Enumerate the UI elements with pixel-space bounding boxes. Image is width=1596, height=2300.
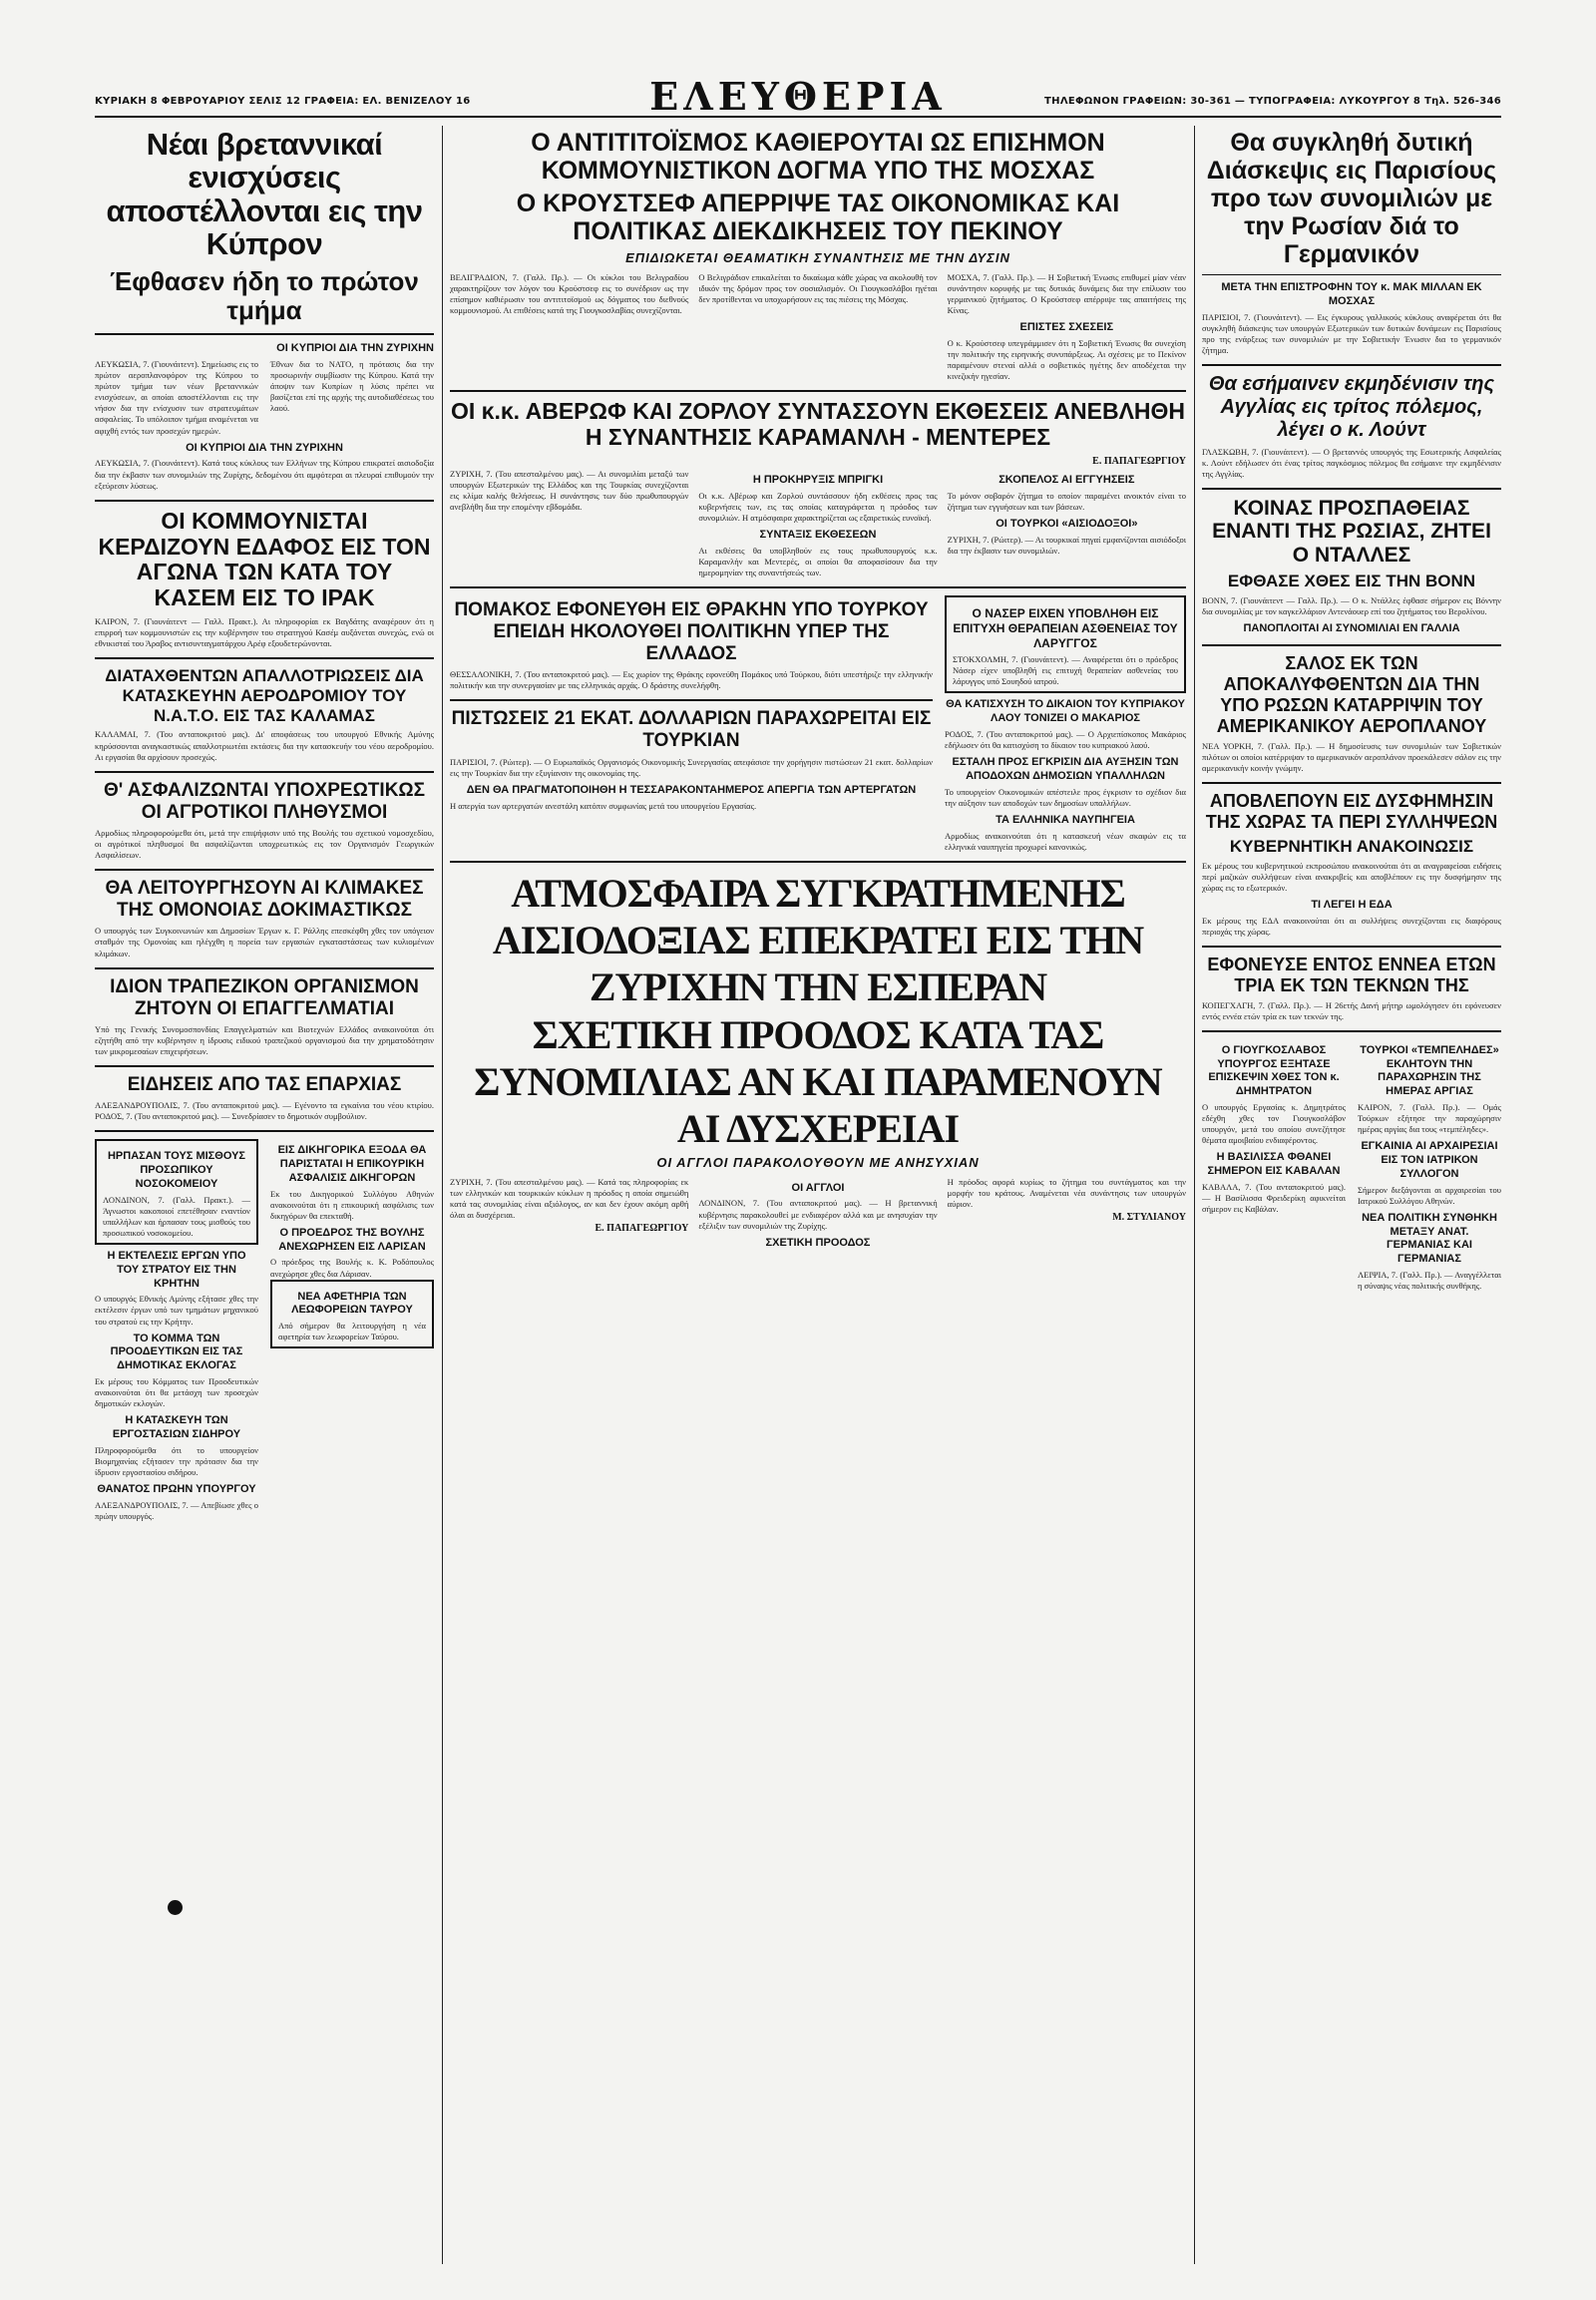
brief-headline: ΕΙΣ ΔΙΚΗΓΟΡΙΚΑ ΕΞΟΔΑ ΘΑ ΠΑΡΙΣΤΑΤΑΙ Η ΕΠΙΚΟΥΡΙΚΗ ΑΣΦΑΛΙΣΙΣ ΔΙΚΗΓΟΡΩΝ — [277, 1144, 427, 1184]
brief-headline: Ο ΓΙΟΥΓΚΟΣΛΑΒΟΣ ΥΠΟΥΡΓΟΣ ΕΞΗΤΑΣΕ ΕΠΙΣΚΕΨΙΝ ΧΘΕΣ ΤΟΝ κ. ΔΗΜΗΤΡΑΤΟΝ — [1208, 1043, 1340, 1098]
kicker: ΤΙ ΛΕΓΕΙ Η ΕΔΑ — [1311, 898, 1393, 911]
divider — [95, 657, 434, 659]
article-text: Αρμοδίως πληροφορούμεθα ότι, μετά την επιψήφισιν υπό της Βουλής του σχετικού νομοσχεδίου, οι αγρότικοί πληθυσμοί θα ασφαλίζωνται υποχρεωτικώς εις τον Οργανισμόν Γεωργικών Ασφαλίσεων. — [95, 827, 434, 861]
mid-section — [450, 595, 1186, 853]
masthead-date: ΚΥΡΙΑΚΗ 8 ΦΕΒΡΟΥΑΡΙΟΥ ΣΕΛΙΣ 12 ΓΡΑΦΕΙΑ: ΕΛ. ΒΕΝΙΖΕΛΟΥ 16 — [95, 96, 471, 107]
article-text: Ο υπουργός των Συγκοινωνιών και Δημοσίων Έργων κ. Γ. Ράλλης επεσκέφθη χθες τον υπόγειον σταθμόν της Ομονοίας και ηλέγχθη η πορεία των εργασιών εγκαταστάσεως των κυλιομένων κλιμάκων. — [95, 926, 434, 958]
subheadline-government: ΚΥΒΕΡΝΗΤΙΚΗ ΑΝΑΚΟΙΝΩΣΙΣ — [1229, 836, 1474, 856]
article-text: ΒΕΛΙΓΡΑΔΙΟΝ, 7. (Γαλλ. Πρ.). — Οι κύκλοι του Βελιγραδίου χαρακτηρίζουν τον λόγον του Κρούστσεφ εις το συνέδριον ως την επίσημον καθιέρωσιν του αντιτιτοϊσμού ως δόγματος του διεθνούς κομμουνισμού. Αι επιθέσεις κατά της Γιουγκοσλαβίας συνεχίζονται. — [450, 271, 689, 315]
divider — [1202, 782, 1501, 784]
byline: Μ. ΣΤΥΛΙΑΝΟΥ — [1112, 1212, 1186, 1224]
article-body — [95, 359, 434, 437]
article-text: Αι εκθέσεις θα υποβληθούν εις τους πρωθυπουργούς κ.κ. Καραμανλήν και Μεντερές, οι οποίοι θα αποφασίσουν δια την ημερομηνίαν της συναντήσεώς των. — [698, 545, 938, 577]
headline-shipyards: ΤΑ ΕΛΛΗΝΙΚΑ ΝΑΥΠΗΓΕΙΑ — [996, 813, 1135, 826]
divider — [95, 771, 434, 773]
headline-makarios: ΘΑ ΚΑΤΙΣΧΥΣΗ ΤΟ ΔΙΚΑΙΟΝ ΤΟΥ ΚΥΠΡΙΑΚΟΥ ΛΑΟΥ ΤΟΝΙΖΕΙ Ο ΜΑΚΑΡΙΟΣ — [946, 698, 1185, 725]
brief-headline: Ο ΠΡΟΕΔΡΟΣ ΤΗΣ ΒΟΥΛΗΣ ΑΝΕΧΩΡΗΣΕΝ ΕΙΣ ΛΑΡΙΣΑΝ — [278, 1226, 426, 1253]
briefs — [95, 1139, 434, 1522]
brief-box — [270, 1280, 434, 1349]
article-text: ΚΑΛΑΜΑΙ, 7. (Του ανταποκριτού μας). Δι' αποφάσεως του υπουργού Εθνικής Αμύνης κηρύσσονται αναγκαστικώς απαλλοτριωτέαι εκτάσεις δια την κατασκευήν του νέου αεροδρομίου. Αι εργασίαι θα αρχίσουν προσεχώς. — [95, 729, 434, 762]
divider — [450, 699, 933, 701]
kicker: Η ΠΡΟΚΗΡΥΞΙΣ ΜΠΡΙΓΚΙ — [752, 473, 884, 486]
brief-headline: ΗΡΠΑΣΑΝ ΤΟΥΣ ΜΙΣΘΟΥΣ ΠΡΟΣΩΠΙΚΟΥ ΝΟΣΟΚΟΜΕΙΟΥ — [107, 1150, 246, 1190]
divider — [95, 1065, 434, 1067]
kicker: ΟΙ ΚΥΠΡΙΟΙ ΔΙΑ ΤΗΝ ΖΥΡΙΧΗΝ — [186, 441, 343, 454]
headline-pomak: ΠΟΜΑΚΟΣ ΕΦΟΝΕΥΘΗ ΕΙΣ ΘΡΑΚΗΝ ΥΠΟ ΤΟΥΡΚΟΥ ΕΠΕΙΔΗ ΗΚΟΛΟΥΘΕΙ ΠΟΛΙΤΙΚΗΝ ΥΠΕΡ ΤΗΣ ΕΛΛΑΔΟΣ — [454, 599, 929, 665]
divider — [1202, 946, 1501, 948]
article-text: ΒΟΝΝ, 7. (Γιουνάιτεντ — Γαλλ. Πρ.). — Ο κ. Ντάλλες έφθασε σήμερον εις Βόννην δια συνομιλίας με τον καγκελλάριον Αντενάουερ επί του ζητήματος του Βερολίνου. — [1202, 595, 1501, 617]
column-rule — [442, 126, 443, 2264]
article-text: Η πρόοδος αφορά κυρίως το ζήτημα του συντάγματος και την μορφήν του κράτους. Αναμένεται νέα συνάντησις των υπουργών αύριον. — [947, 1176, 1186, 1209]
column-rule — [1194, 126, 1195, 2264]
article-text: ΡΟΔΟΣ, 7. (Του ανταποκριτού μας). — Ο Αρχιεπίσκοπος Μακάριος εδήλωσεν ότι θα κατισχύση το δίκαιον του κυπριακού λαού. — [945, 728, 1186, 751]
article-text: Εκ μέρους του κυβερνητικού εκπροσώπου ανακοινούται ότι αι αναγραφείσαι ειδήσεις περί μαζικών συλλήψεων είναι ανακριβείς και αποβλέπουν εις την δυσφήμησιν της χώρας εις το εξωτερικόν. — [1202, 860, 1501, 893]
headline-iraq: ΟΙ ΚΟΜΜΟΥΝΙΣΤΑΙ ΚΕΡΔΙΖΟΥΝ ΕΔΑΦΟΣ ΕΙΣ ΤΟΝ ΑΓΩΝΑ ΤΩΝ ΚΑΤΑ ΤΟΥ ΚΑΣΕΜ ΕΙΣ ΤΟ ΙΡΑΚ — [98, 507, 431, 611]
headline-stairs: ΘΑ ΛΕΙΤΟΥΡΓΗΣΟΥΝ ΑΙ ΚΛΙΜΑΚΕΣ ΤΗΣ ΟΜΟΝΟΙΑΣ ΔΟΚΙΜΑΣΤΙΚΩΣ — [105, 878, 424, 922]
headline-salaries: ΕΣΤΑΛΗ ΠΡΟΣ ΕΓΚΡΙΣΙΝ ΔΙΑ ΑΥΞΗΣΙΝ ΤΩΝ ΑΠΟΔΟΧΩΝ ΔΗΜΟΣΙΩΝ ΥΠΑΛΛΗΛΩΝ — [952, 756, 1179, 782]
kicker: ΕΠΙΣΤΕΣ ΣΧΕΣΕΙΣ — [1019, 321, 1114, 334]
brief-text: Εκ του Δικηγορικού Συλλόγου Αθηνών ανακοινούται ότι η επικουρική ασφάλισις των δικηγόρων θα επεκταθή. — [270, 1188, 434, 1221]
article-text: ΛΕΥΚΩΣΙΑ, 7. (Γιουνάιτεντ). Κατά τους κύκλους των Ελλήνων της Κύπρου επικρατεί αισιοδοξία δια την έκβασιν των συνομιλιών της Ζυρίχης, δεδομένου ότι αμφότεραι αι πλευραί επιθυμούν την εξεύρεσιν λύσεως. — [95, 458, 434, 491]
article-text: ΖΥΡΙΧΗ, 7. (Ρώιτερ). — Αι τουρκικαί πηγαί εμφανίζονται αισιόδοξοι δια την έκβασιν των συνομιλιών. — [947, 534, 1186, 556]
article-text: ΘΕΣΣΑΛΟΝΙΚΗ, 7. (Του ανταποκριτού μας). — Εις χωρίον της Θράκης εφονεύθη Πομάκος υπό Τούρκου, διότι υπεστήριζε την ελληνικήν πολιτικήν και την συνεργασίαν με τας ελληνικάς αρχάς. Ο δράστης συνελήφθη. — [450, 669, 933, 691]
brief-text: Από σήμερον θα λειτουργήση η νέα αφετηρία των λεωφορείων Ταύρου. — [278, 1321, 426, 1342]
divider — [1202, 364, 1501, 366]
headline-plane: ΣΑΛΟΣ ΕΚ ΤΩΝ ΑΠΟΚΑΛΥΦΘΕΝΤΩΝ ΔΙΑ ΤΗΝ ΥΠΟ ΡΩΣΩΝ ΚΑΤΑΡΡΙΨΙΝ ΤΟΥ ΑΜΕΡΙΚΑΝΙΚΟΥ ΑΕΡΟΠΛΑΝΟΥ — [1216, 653, 1487, 736]
divider — [1202, 1030, 1501, 1032]
article-body — [450, 1177, 1186, 1254]
brief-text: ΚΑΒΑΛΑ, 7. (Του ανταποκριτού μας). — Η Βασίλισσα Φρειδερίκη αφικνείται σήμερον εις Καβάλαν. — [1202, 1181, 1346, 1215]
article-text: ΛΕΥΚΩΣΙΑ, 7. (Γιουνάιτεντ). Σημείωσις εις το πρώτον αεροπλανοφόρον της Κύπρου το πρώτον τμήμα των νέων βρεταννικών ενισχύσεων, αι οποίαι αποστέλλονται εις την νήσον δια την ενίσχυσιν των στρατευμάτων ασφαλείας. Το υπόλοιπον τμήμα αναμένεται να αφιχθή εντός των προσεχών ημερών. — [95, 358, 258, 436]
brief-box — [95, 1139, 258, 1245]
kicker: ΣΚΟΠΕΛΟΣ ΑΙ ΕΓΓΥΗΣΕΙΣ — [998, 473, 1135, 486]
divider — [450, 586, 1186, 588]
kicker: ΟΙ ΚΥΠΡΙΟΙ ΔΙΑ ΤΗΝ ΖΥΡΙΧΗΝ — [276, 342, 434, 355]
brief-headline: ΝΕΑ ΠΟΛΙΤΙΚΗ ΣΥΝΘΗΚΗ ΜΕΤΑΞΥ ΑΝΑΤ. ΓΕΡΜΑΝΙΑΣ ΚΑΙ ΓΕΡΜΑΝΙΑΣ — [1362, 1211, 1497, 1266]
divider — [95, 500, 434, 502]
center-column — [450, 126, 1186, 2264]
nasser-box — [945, 595, 1186, 693]
headline-bank: ΙΔΙΟΝ ΤΡΑΠΕΖΙΚΟΝ ΟΡΓΑΝΙΣΜΟΝ ΖΗΤΟΥΝ ΟΙ ΕΠΑΓΓΕΛΜΑΤΙΑΙ — [110, 975, 419, 1019]
brief-text: ΛΟΝΔΙΝΟΝ, 7. (Γαλλ. Πρακτ.). — Άγνωστοι κακοποιοί επετέθησαν εναντίον υπαλλήλων και ήρπασαν τους μισθούς του προσωπικού νοσοκομείου. — [103, 1194, 250, 1238]
headline-paris-conference: Θα συγκληθή δυτική Διάσκεψις εις Παρισίους προ των συνομιλιών με την Ρωσίαν διά το Γερμανικόν — [1206, 129, 1497, 268]
article-text: Ο κ. Κρούστσεφ υπεγράμμισεν ότι η Σοβιετική Ένωσις θα συνεχίση την πολιτικήν της ειρηνικής συνυπάρξεως. Αι σχέσεις με το Πεκίνον παραμένουν στεναί αλλά ο σοβιετικός ηγέτης δεν αποδέχεται την κινεζικήν ηγεσίαν. — [947, 337, 1186, 382]
headline-airport: ΔΙΑΤΑΧΘΕΝΤΩΝ ΑΠΑΛΛΟΤΡΙΩΣΕΙΣ ΔΙΑ ΚΑΤΑΣΚΕΥΗΝ ΑΕΡΟΔΡΟΜΙΟΥ ΤΟΥ Ν.Α.Τ.Ο. ΕΙΣ ΤΑΣ ΚΑΛΑΜΑΣ — [105, 666, 424, 725]
brief-headline: ΤΟ ΚΟΜΜΑ ΤΩΝ ΠΡΟΟΔΕΥΤΙΚΩΝ ΕΙΣ ΤΑΣ ΔΗΜΟΤΙΚΑΣ ΕΚΛΟΓΑΣ — [110, 1332, 243, 1372]
headline-third-war: Θα εσήμαινεν εκμηδένισιν της Αγγλίας εις τρίτος πόλεμος, λέγει ο κ. Λούντ — [1208, 373, 1495, 442]
article-body — [450, 469, 1186, 578]
headline-mother: ΕΦΟΝΕΥΣΕ ΕΝΤΟΣ ΕΝΝΕΑ ΕΤΩΝ ΤΡΙΑ ΕΚ ΤΩΝ ΤΕΚΝΩΝ ΤΗΣ — [1207, 954, 1496, 995]
kicker: ΣΧΕΤΙΚΗ ΠΡΟΟΔΟΣ — [765, 1236, 871, 1249]
article-text: ΖΥΡΙΧΗ, 7. (Του απεσταλμένου μας). — Αι συνομιλίαι μεταξύ των υπουργών Εξωτερικών της Ελλάδος και της Τουρκίας συνεχίζονται εις κλίμα καλής θελήσεως. Η συνάντησις των δύο πρωθυπουργών ανεβλήθη δια την επομένην εβδομάδα. — [450, 468, 689, 513]
subheadline-bonn: ΕΦΘΑΣΕ ΧΘΕΣ ΕΙΣ ΤΗΝ ΒΟΝΝ — [1227, 572, 1476, 591]
brief-text: ΑΛΕΞΑΝΔΡΟΥΠΟΛΙΣ, 7. — Απεβίωσε χθες ο πρώην υπουργός. — [95, 1499, 258, 1522]
divider — [95, 967, 434, 969]
divider — [450, 390, 1186, 392]
divider — [450, 861, 1186, 863]
article-text: Αρμοδίως ανακοινούται ότι η κατασκευή νέων σκαφών εις τα ελληνικά ναυπηγεία προχωρεί κανονικώς. — [945, 830, 1186, 852]
article-text: ΚΑΙΡΟΝ, 7. (Γιουνάιτεντ — Γαλλ. Πρακτ.). Αι πληροφορίαι εκ Βαγδάτης αναφέρουν ότι η επιρροή των κομμουνιστών εις την κυβέρνησιν του στρατηγού Κασέμ αυξάνεται συνεχώς, ενώ οι εθνικισταί του Άραβος αντισυνταγματάρχου Αρέφ εξουδετερώνονται. — [95, 615, 434, 649]
divider — [1202, 644, 1501, 646]
headline-credit: ΠΙΣΤΩΣΕΙΣ 21 ΕΚΑΤ. ΔΟΛΛΑΡΙΩΝ ΠΑΡΑΧΩΡΕΙΤΑΙ ΕΙΣ ΤΟΥΡΚΙΑΝ — [451, 708, 932, 752]
divider — [95, 869, 434, 871]
subheadline-cyprus: Έφθασεν ήδη το πρώτον τμήμα — [110, 265, 419, 325]
headline-provinces: ΕΙΔΗΣΕΙΣ ΑΠΟ ΤΑΣ ΕΠΑΡΧΙΑΣ — [127, 1074, 402, 1096]
headline-zurich-progress: ΣΧΕΤΙΚΗ ΠΡΟΟΔΟΣ ΚΑΤΑ ΤΑΣ ΣΥΝΟΜΙΛΙΑΣ ΑΝ ΚΑΙ ΠΑΡΑΜΕΝΟΥΝ ΑΙ ΔΥΣΧΕΡΕΙΑΙ — [474, 1011, 1162, 1151]
article-text: ΜΟΣΧΑ, 7. (Γαλλ. Πρ.). — Η Σοβιετική Ένωσις επιθυμεί μίαν νέαν συνάντησιν κορυφής με τας δυτικάς δυνάμεις δια την επίλυσιν του γερμανικού ζητήματος. Ο Κρούστσεφ απέρριψε τας απαιτήσεις της Κίνας. — [947, 271, 1186, 315]
brief-text: ΛΕΙΨΙΑ, 7. (Γαλλ. Πρ.). — Αναγγέλλεται η σύναψις νέας πολιτικής συνθήκης. — [1358, 1269, 1501, 1291]
ink-stain — [168, 1900, 183, 1915]
brief-headline: ΤΟΥΡΚΟΙ «ΤΕΜΠΕΛΗΔΕΣ» ΕΚΛΗΤΟΥΝ ΤΗΝ ΠΑΡΑΧΩΡΗΣΙΝ ΤΗΣ ΗΜΕΡΑΣ ΑΡΓΙΑΣ — [1360, 1043, 1499, 1098]
headline-insurance: Θ' ΑΣΦΑΛΙΖΩΝΤΑΙ ΥΠΟΧΡΕΩΤΙΚΩΣ ΟΙ ΑΓΡΟΤΙΚΟΙ ΠΛΗΘΥΣΜΟΙ — [103, 779, 426, 823]
brief-headline: ΝΕΑ ΑΦΕΤΗΡΙΑ ΤΩΝ ΛΕΩΦΟΡΕΙΩΝ ΤΑΥΡΟΥ — [291, 1290, 413, 1317]
byline: Ε. ΠΑΠΑΓΕΩΡΓΙΟΥ — [595, 1223, 689, 1235]
headline-karamanlis: ΟΙ κ.κ. ΑΒΕΡΩΦ ΚΑΙ ΖΟΡΛΟΥ ΣΥΝΤΑΣΣΟΥΝ ΕΚΘΕΣΕΙΣ ΑΝΕΒΛΗΘΗ Η ΣΥΝΑΝΤΗΣΙΣ ΚΑΡΑΜΑΝΛΗ - ΜΕΝΤΕΡΕΣ — [450, 398, 1186, 451]
article-text: ΚΟΠΕΓΧΑΓΗ, 7. (Γαλλ. Πρ.). — Η 26ετής Δανή μήτηρ ωμολόγησεν ότι εφόνευσεν εντός εννέα ετών τρία εκ των τεκνών της. — [1202, 999, 1501, 1021]
article-text: ΓΛΑΣΚΩΒΗ, 7. (Γιουνάιτεντ). — Ο βρεταννός υπουργός της Εσωτερικής Ασφαλείας κ. Λούντ εδήλωσεν ότι ένας τρίτος παγκόσμιος πόλεμος θα εσήμαινε την εκμηδένισιν της Αγγλίας. — [1202, 446, 1501, 479]
briefs — [1202, 1039, 1501, 1292]
brief-text: Εκ μέρους του Κόμματος των Προοδευτικών ανακοινούται ότι θα μετάσχη των προσεχών δημοτικών εκλογών. — [95, 1375, 258, 1409]
headline-dulles: ΚΟΙΝΑΣ ΠΡΟΣΠΑΘΕΙΑΣ ΕΝΑΝΤΙ ΤΗΣ ΡΩΣΙΑΣ, ΖΗΤΕΙ Ο ΝΤΑΛΛΕΣ — [1212, 496, 1491, 567]
brief-text: Ο υπουργός Εθνικής Αμύνης εξήτασε χθες την εκτέλεσιν έργων υπό των τμημάτων μηχανικού του στρατού εις την Κρήτην. — [95, 1294, 258, 1327]
brief-text: ΚΑΙΡΟΝ, 7. (Γαλλ. Πρ.). — Ομάς Τούρκων εξήτησε την παραχώρησιν ημέρας αργίας δια τους «τεμπέληδες». — [1358, 1101, 1501, 1135]
kicker: ΔΕΝ ΘΑ ΠΡΑΓΜΑΤΟΠΟΙΗΘΗ Η ΤΕΣΣΑΡΑΚΟΝΤΑΗΜΕΡΟΣ ΑΠΕΡΓΙΑ ΤΩΝ ΑΡΤΕΡΓΑΤΩΝ — [466, 783, 917, 796]
headline-arrests: ΑΠΟΒΛΕΠΟΥΝ ΕΙΣ ΔΥΣΦΗΜΗΣΙΝ ΤΗΣ ΧΩΡΑΣ ΤΑ ΠΕΡΙ ΣΥΛΛΗΨΕΩΝ — [1205, 791, 1498, 832]
masthead — [95, 74, 1501, 118]
article-text: ΠΑΡΙΣΙΟΙ, 7. (Γιουνάιτεντ). — Εις έγκυρους γαλλικούς κύκλους αναφέρεται ότι θα συγκληθή διάσκεψις των υπουργών Εξωτερικών των δυτικών δυνάμεων εις Παρισίους προ της ενάρξεως των συνομιλιών με την Σοβιετικήν Ένωσιν δια το γερμανικόν ζήτημα. — [1202, 311, 1501, 355]
article-text: Υπό της Γενικής Συνομοσπονδίας Επαγγελματιών και Βιοτεχνών Ελλάδος ανακοινούται ότι εζητήθη από την κυβέρνησιν η ίδρυσις ειδικού τραπεζικού οργανισμού δια την χρηματοδότησιν των μικρομεσαίων επιχειρήσεων. — [95, 1023, 434, 1056]
brief-text: Πληροφορούμεθα ότι το υπουργείον Βιομηχανίας εξήτασεν την πρότασιν δια την ίδρυσιν εργοστασίου σιδήρου. — [95, 1444, 258, 1478]
brief-headline: Η ΕΚΤΕΛΕΣΙΣ ΕΡΓΩΝ ΥΠΟ ΤΟΥ ΣΤΡΑΤΟΥ ΕΙΣ ΤΗΝ ΚΡΗΤΗΝ — [107, 1250, 246, 1290]
byline: Ε. ΠΑΠΑΓΕΩΡΓΙΟΥ — [1092, 455, 1186, 467]
brief-headline: ΕΓΚΑΙΝΙΑ ΑΙ ΑΡΧΑΙΡΕΣΙΑΙ ΕΙΣ ΤΟΝ ΙΑΤΡΙΚΟΝ ΣΥΛΛΟΓΟΝ — [1361, 1140, 1498, 1180]
kicker: ΟΙ ΤΟΥΡΚΟΙ «ΑΙΣΙΟΔΟΞΟΙ» — [996, 517, 1138, 530]
article-text: ΝΕΑ ΥΟΡΚΗ, 7. (Γαλλ. Πρ.). — Η δημοσίευσις των συνομιλιών των Σοβιετικών πιλότων οι οποίοι κατέρριψαν το αμερικανικόν αεροπλάνον προεκάλεσεν σάλον εις την αμερικανικήν κοινήν γνώμην. — [1202, 740, 1501, 773]
kicker: ΠΑΝΟΠΛΟΙΤΑΙ ΑΙ ΣΥΝΟΜΙΛΙΑΙ ΕΝ ΓΑΛΛΙΑ — [1243, 622, 1460, 635]
article-text: ΠΑΡΙΣΙΟΙ, 7. (Ρώιτερ). — Ο Ευρωπαϊκός Οργανισμός Οικονομικής Συνεργασίας απεφάσισε την χορήγησιν πιστώσεων 21 εκατ. δολλαρίων εις την Τουρκίαν δια την εξυγίανσιν της οικονομίας της. — [450, 756, 933, 778]
article-text: ΣΤΟΚΧΟΛΜΗ, 7. (Γιουνάιτεντ). — Αναφέρεται ότι ο πρόεδρος Νάσερ είχεν υποβληθή εις επιτυχή θεραπείαν ασθενείας του λάρυγγος υπό Σουηδού ιατρού. — [953, 654, 1178, 687]
kicker: ΟΙ ΑΓΓΛΟΙ — [791, 1181, 845, 1194]
headline-cyprus: Νέαι βρεταννικαί ενισχύσεις αποστέλλονται εις την Κύπρον — [106, 127, 423, 262]
brief-text: Ο πρόεδρος της Βουλής κ. Κ. Ροδόπουλος ανεχώρησε χθες δια Λάρισαν. — [270, 1257, 434, 1279]
brief-headline: Η ΒΑΣΙΛΙΣΣΑ ΦΘΑΝΕΙ ΣΗΜΕΡΟΝ ΕΙΣ ΚΑΒΑΛΑΝ — [1207, 1151, 1341, 1178]
article-text: Το μόνον σοβαρόν ζήτημα το οποίον παραμένει ανοικτόν είναι το ζήτημα των εγγυήσεων και των βάσεων. — [947, 490, 1186, 512]
divider — [95, 1130, 434, 1132]
headline-khrushchev: Ο ΚΡΟΥΣΤΣΕΦ ΑΠΕΡΡΙΨΕ ΤΑΣ ΟΙΚΟΝΟΜΙΚΑΣ ΚΑΙ ΠΟΛΙΤΙΚΑΣ ΔΙΕΚΔΙΚΗΣΕΙΣ ΤΟΥ ΠΕΚΙΝΟΥ — [516, 190, 1120, 245]
article-body — [450, 272, 1186, 383]
divider — [95, 333, 434, 335]
brief-text: Σήμερον διεξάγονται αι αρχαιρεσίαι του Ιατρικού Συλλόγου Αθηνών. — [1358, 1184, 1501, 1206]
subheadline-english: ΟΙ ΑΓΓΛΟΙ ΠΑΡΑΚΟΛΟΥΘΟΥΝ ΜΕ ΑΝΗΣΥΧΙΑΝ — [656, 1155, 980, 1171]
right-column — [1202, 126, 1501, 2264]
article-text: ΖΥΡΙΧΗ, 7. (Του απεσταλμένου μας). — Κατά τας πληροφορίας εκ των ελληνικών και τουρκικών κύκλων η πρόοδος η οποία σημειώθη κατά τας συνομιλίας είναι αξιόλογος, αν και δεν έχουν ακόμη αρθή όλαι αι δυσχέρειαι. — [450, 1176, 689, 1221]
left-column — [95, 126, 434, 2264]
kicker: ΣΥΝΤΑΞΙΣ ΕΚΘΕΣΕΩΝ — [759, 528, 877, 541]
kicker: ΜΕΤΑ ΤΗΝ ΕΠΙΣΤΡΟΦΗΝ ΤΟΥ κ. ΜΑΚ ΜΙΛΛΑΝ ΕΚ ΜΟΣΧΑΣ — [1221, 281, 1482, 307]
subheadline-west: ΕΠΙΔΙΩΚΕΤΑΙ ΘΕΑΜΑΤΙΚΗ ΣΥΝΑΝΤΗΣΙΣ ΜΕ ΤΗΝ ΔΥΣΙΝ — [625, 250, 1010, 265]
article-text: Εκ μέρους της ΕΔΑ ανακοινούται ότι αι συλλήψεις συνεχίζονται εις διαφόρους περιοχάς της χώρας. — [1202, 915, 1501, 937]
article-text: ΑΛΕΞΑΝΔΡΟΥΠΟΛΙΣ, 7. (Του ανταποκριτού μας). — Εγένοντο τα εγκαίνια του νέου κτιρίου. ΡΟΔΟΣ, 7. (Του ανταποκριτού μας). — Συνεδρίασεν το δημοτικόν συμβούλιον. — [95, 1100, 434, 1122]
article-text: Ο Βελιγράδιον επικαλείται το δικαίωμα κάθε χώρας να ακολουθή τον ιδικόν της δρόμον προς τον σοσιαλισμόν. Οι Γιουγκοσλάβοι ηγέται δεν προτίθενται να υποχωρήσουν εις τας πιέσεις της Μόσχας. — [698, 271, 938, 304]
article-text: Οι κ.κ. Αβέρωφ και Ζορλού συντάσσουν ήδη εκθέσεις προς τας κυβερνήσεις των, εις τας οποίας καταγράφεται η πρόοδος των συνομιλιών. Η ατμόσφαιρα χαρακτηρίζεται ως εξαιρετικώς ευνοϊκή. — [698, 490, 938, 523]
divider — [1202, 274, 1501, 275]
article-text: Η απεργία των αρτεργατών ανεστάλη κατόπιν συμφωνίας μετά του υπουργείου Εργασίας. — [450, 800, 757, 811]
masthead-contact: ΤΗΛΕΦΩΝΟΝ ΓΡΑΦΕΙΩΝ: 30-361 — ΤΥΠΟΓΡΑΦΕΙΑ: ΛΥΚΟΥΡΓΟΥ 8 Τηλ. 526-346 — [1044, 96, 1501, 107]
newspaper-title: ΕΛΕΥΘΕΡΙΑ — [649, 74, 947, 119]
article-text: Το υπουργείον Οικονομικών απέστειλε προς έγκρισιν το σχέδιον δια την αύξησιν των αποδοχών των δημοσίων υπαλλήλων. — [945, 786, 1186, 808]
brief-headline: ΘΑΝΑΤΟΣ ΠΡΩΗΝ ΥΠΟΥΡΓΟΥ — [97, 1483, 256, 1496]
brief-text: Ο υπουργός Εργασίας κ. Δημητράτος εδέχθη χθες τον Γιουγκοσλάβον υπουργόν, μετά του οποίου συνεζήτησε θέματα αμοιβαίου ενδιαφέροντος. — [1202, 1101, 1346, 1146]
headline-nasser: Ο ΝΑΣΕΡ ΕΙΧΕΝ ΥΠΟΒΛΗΘΗ ΕΙΣ ΕΠΙΤΥΧΗ ΘΕΡΑΠΕΙΑΝ ΑΣΘΕΝΕΙΑΣ ΤΟΥ ΛΑΡΥΓΓΟΣ — [953, 606, 1178, 651]
divider — [1202, 488, 1501, 490]
article-text: ΛΟΝΔΙΝΟΝ, 7. (Του ανταποκριτού μας). — Η βρεταννική κυβέρνησις παρακολουθεί με ενδιαφέρον αλλά και με ανησυχίαν την εξέλιξιν των συνομιλιών της Ζυρίχης. — [698, 1198, 938, 1231]
headline-zurich-atmosphere: ΑΤΜΟΣΦΑΙΡΑ ΣΥΓΚΡΑΤΗΜΕΝΗΣ ΑΙΣΙΟΔΟΞΙΑΣ ΕΠΕΚΡΑΤΕΙ ΕΙΣ ΤΗΝ ΖΥΡΙΧΗΝ ΤΗΝ ΕΣΠΕΡΑΝ — [492, 870, 1144, 1010]
headline-antititoism: Ο ΑΝΤΙΤΙΤΟΪΣΜΟΣ ΚΑΘΙΕΡΟΥΤΑΙ ΩΣ ΕΠΙΣΗΜΟΝ ΚΟΜΜΟΥΝΙΣΤΙΚΟΝ ΔΟΓΜΑ ΥΠΟ ΤΗΣ ΜΟΣΧΑΣ — [531, 129, 1105, 185]
article-text: Έθνων δια το ΝΑΤΟ, η πρότασις δια την προσωρινήν συμβίωσιν της Κύπρου. Κατά την άποψιν των Κυπρίων η λύσις πρέπει να βασίζεται επί της αρχής της αυτοδιαθέσεως του λαού. — [270, 358, 434, 414]
brief-headline: Η ΚΑΤΑΣΚΕΥΗ ΤΩΝ ΕΡΓΟΣΤΑΣΙΩΝ ΣΙΔΗΡΟΥ — [112, 1414, 241, 1441]
